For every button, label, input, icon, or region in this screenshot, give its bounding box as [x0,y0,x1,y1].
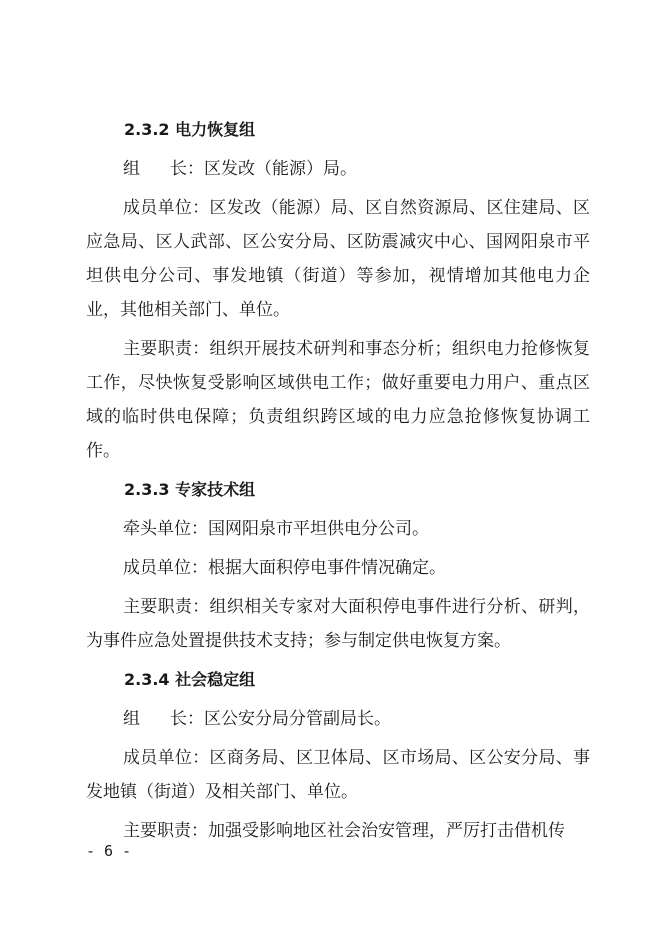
leader-label-first: 组 [123,159,140,179]
section-heading-2-3-3: 2.3.3 专家技术组 [124,480,256,499]
members-paragraph: 成员单位：根据大面积停电事件情况确定。 [123,558,446,578]
members-paragraph: 成员单位：区发改（能源）局、区自然资源局、区住建局、区应急局、区人武部、区公安分局、区防震减灾中心、国网阳泉市平坦供电分公司、事发地镇（街道）等参加，视情增加其他电力企业，其他相关部门、单位。 [86,198,590,320]
members-paragraph: 成员单位：区商务局、区卫体局、区市场局、区公安分局、事发地镇（街道）及相关部门、单位。 [86,748,590,802]
leader-label-second: 长： [170,709,204,729]
duties-paragraph: 主要职责：加强受影响地区社会治安管理，严厉打击借机传 [123,821,565,841]
leader-label-second: 长： [170,159,204,179]
duties-paragraph: 主要职责：组织相关专家对大面积停电事件进行分析、研判，为事件应急处置提供技术支持；参与制定供电恢复方案。 [86,597,590,651]
page-number: - 6 - [86,842,132,860]
document-page [86,113,590,853]
group-leader-line [86,702,590,736]
duties-paragraph: 主要职责：组织开展技术研判和事态分析；组织电力抢修恢复工作，尽快恢复受影响区域供电工作；做好重要电力用户、重点区域的临时供电保障；负责组织跨区域的电力应急抢修恢复协调工作。 [86,339,590,461]
section-heading-2-3-4: 2.3.4 社会稳定组 [124,670,256,689]
group-leader-line [86,152,590,186]
leader-value: 区发改（能源）局。 [204,159,357,179]
leader-label-first: 组 [123,709,140,729]
lead-unit-paragraph: 牵头单位：国网阳泉市平坦供电分公司。 [123,519,429,539]
section-heading-2-3-2: 2.3.2 电力恢复组 [124,120,256,139]
leader-value: 区公安分局分管副局长。 [204,709,391,729]
